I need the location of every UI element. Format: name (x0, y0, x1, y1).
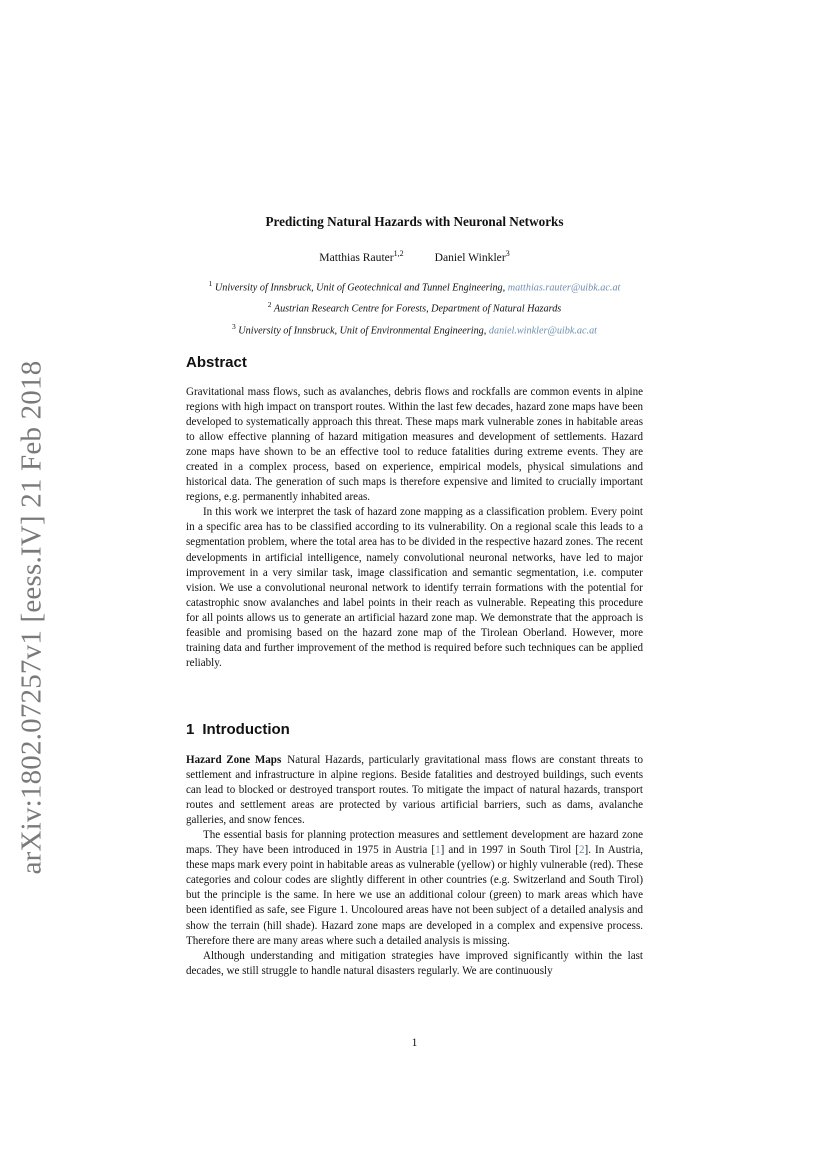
intro-text: ] and in 1997 in South Tirol [ (440, 844, 580, 857)
email-link[interactable]: daniel.winkler@uibk.ac.at (488, 325, 597, 337)
citation-link[interactable]: 1 (435, 844, 441, 857)
intro-paragraph-2 (186, 828, 643, 948)
affiliation-text: University of Innsbruck, Unit of Geotechnical and Tunnel Engineering, (214, 282, 506, 294)
author-list (186, 249, 643, 264)
author-sup: 3 (505, 249, 510, 258)
author-name: Daniel Winkler (434, 250, 506, 264)
intro-paragraph-1 (186, 753, 643, 828)
affiliation (166, 275, 663, 296)
affiliation (166, 318, 663, 339)
arxiv-id: arXiv:1802.07257v1 [eess.IV] 21 Feb 2018 (15, 360, 48, 874)
section-number: 1 (186, 721, 195, 738)
abstract-heading: Abstract (186, 354, 247, 371)
page-number: 1 (411, 1037, 418, 1049)
abstract-body (186, 385, 643, 671)
introduction-body (186, 753, 643, 979)
intro-paragraph-3: Although understanding and mitigation strategies have improved significantly within the last decades, we still struggle to handle natural disasters regularly. We are continuously (186, 949, 643, 977)
abstract-paragraph-1: Gravitational mass flows, such as avalanches, debris flows and rockfalls are common events in alpine regions with high impact on transport routes. Within the last few decades, hazard zone maps have been developed to systematically approach this threat. These maps mark vulnerable zones in habitable areas to allow effective planning of hazard mitigation measures and development of settlements. Hazard zone maps have shown to be an effective tool to reduce fatalities during extreme events. They are created in a complex process, based on experience, empirical models, physical simulations and historical data. The generation of such maps is therefore expensive and limited to crucially important regions, e.g. permanently inhabited areas. (186, 386, 643, 504)
affiliation-sup: 2 (267, 300, 272, 310)
affiliations (166, 275, 663, 339)
intro-text: The essential basis for planning protection measures and settlement development are hazard zone maps. They have been introduced in 1975 in Austria [ (186, 829, 643, 857)
author (319, 251, 403, 264)
author (435, 251, 510, 264)
section-title: Introduction (202, 721, 290, 738)
runin-heading: Hazard Zone Maps (186, 754, 282, 766)
abstract-paragraph-2: In this work we interpret the task of hazard zone mapping as a classification problem. Every point in a specific area has to be classified according to its vulnerability. On a regional scale this leads to a segmentation problem, where the total area has to be divided in the respective hazard zones. The recent developments in artificial intelligence, namely convolutional neuronal networks, have led to major improvement in a very similar task, image classification and semantic segmentation, i.e. computer vision. We use a convolutional neuronal network to identify terrain formations with the potential for catastrophic snow avalanches and label points in their reach as vulnerable. Repeating this procedure for all points allows us to generate an artificial hazard zone map. We demonstrate that the approach is feasible and promising based on the hazard zone map of the Tirolean Oberland. However, more training data and further improvement of the method is required before such techniques can be applied reliably. (186, 506, 643, 669)
affiliation-sup: 1 (208, 279, 213, 288)
author-sup: 1,2 (393, 249, 404, 258)
intro-paragraph-1-text: Natural Hazards, particularly gravitational mass flows are constant threats to settlement and infrastructure in alpine regions. Beside fatalities and destroyed buildings, such events can lead to blocked or destroyed transport routes. To mitigate the impact of natural hazards, transport routes and settlement areas are protected by various artificial barriers, such as dams, avalanche galleries, and snow fences. (186, 754, 643, 827)
affiliation-text: Austrian Research Centre for Forests, Department of Natural Hazards (273, 303, 562, 315)
paper-title: Predicting Natural Hazards with Neuronal Networks (265, 214, 564, 229)
intro-text: ]. In Austria, these maps mark every point in habitable areas as vulnerable (yellow) or highly vulnerable (red). These categories and colour codes are slightly different in other countries (e.g. Switzerland and South Tirol) but the principle is the same. In here we use an additional colour (green) to mark areas which have been identified as safe, see Figure 1. Uncoloured areas have not been subject of a detailed analysis and show the terrain (hill shade). Hazard zone maps are developed in a complex and expensive process. Therefore there are many areas where such a detailed analysis is missing. (186, 844, 644, 947)
citation-link[interactable]: 2 (579, 844, 585, 857)
arxiv-stamp (14, 362, 50, 872)
email-link[interactable]: matthias.rauter@uibk.ac.at (507, 282, 621, 294)
affiliation-text: University of Innsbruck, Unit of Environmental Engineering, (238, 325, 487, 337)
section-heading-introduction (186, 721, 290, 738)
author-name: Matthias Rauter (319, 250, 394, 264)
affiliation (166, 296, 663, 317)
affiliation-sup: 3 (231, 321, 236, 331)
